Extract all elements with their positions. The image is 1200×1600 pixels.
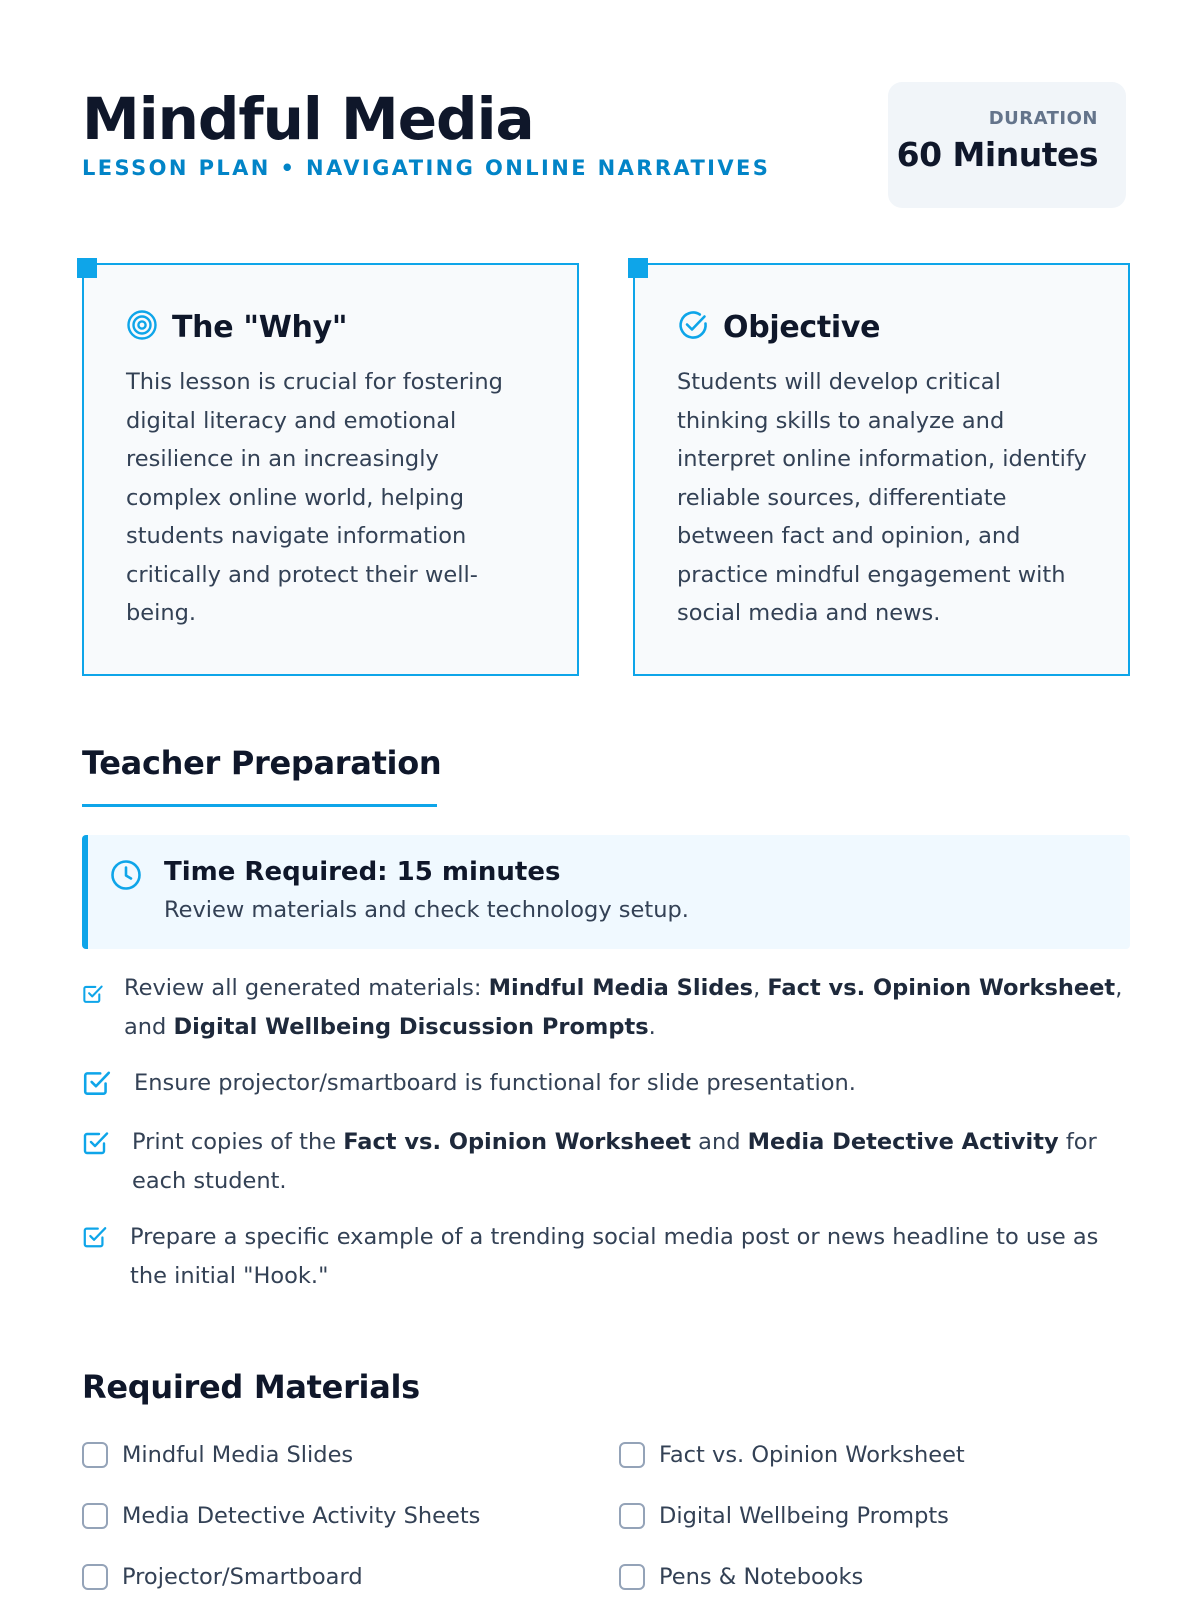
list-item: Print copies of the Fact vs. Opinion Worksheet and Media Detective Activity for each student. (82, 1123, 1132, 1218)
page-subtitle: LESSON PLAN • NAVIGATING ONLINE NARRATIVES (82, 156, 771, 180)
material-checkbox-item[interactable] (82, 1438, 353, 1472)
page-title: Mindful Media (82, 85, 534, 153)
why-card-title: The "Why" (172, 309, 348, 345)
objective-card-title: Objective (723, 309, 881, 345)
material-name: Digital Wellbeing Discussion Prompts (173, 1013, 649, 1040)
material-checkbox-item[interactable] (619, 1560, 863, 1594)
material-name: Fact vs. Opinion Worksheet (767, 975, 1116, 1001)
material-label: Fact vs. Opinion Worksheet (659, 1442, 965, 1468)
materials-row (82, 1560, 1132, 1600)
materials-row (82, 1438, 1132, 1499)
callout-text: Review materials and check technology setup. (164, 897, 689, 923)
material-checkbox-item[interactable] (82, 1560, 363, 1594)
checkbox[interactable] (619, 1503, 645, 1529)
duration-label: DURATION (988, 108, 1098, 129)
checkbox[interactable] (619, 1442, 645, 1468)
material-name: Fact vs. Opinion Worksheet (343, 1129, 692, 1155)
checkbox[interactable] (82, 1503, 108, 1529)
checked-box-icon (82, 1129, 110, 1170)
materials-checklist (82, 1438, 1132, 1600)
checkbox[interactable] (82, 1442, 108, 1468)
material-checkbox-item[interactable] (619, 1438, 965, 1472)
check-circle-icon (677, 309, 709, 345)
objective-card (633, 263, 1130, 676)
checked-box-icon (82, 979, 104, 1018)
material-label: Pens & Notebooks (659, 1564, 864, 1590)
why-card (82, 263, 579, 676)
time-required-callout (82, 835, 1130, 949)
material-label: Projector/Smartboard (122, 1564, 363, 1590)
materials-row (82, 1499, 1132, 1560)
why-card-body: This lesson is crucial for fostering digital literacy and emotional resilience in an increasingly complex online world, helping students navigate information critically and protect their well-being. (126, 369, 503, 626)
material-checkbox-item[interactable] (82, 1499, 480, 1533)
material-name: Mindful Media Slides (488, 975, 754, 1001)
material-label: Media Detective Activity Sheets (122, 1503, 481, 1529)
material-label: Mindful Media Slides (122, 1442, 354, 1468)
section-underline (82, 804, 437, 807)
checkbox[interactable] (619, 1564, 645, 1590)
checkbox[interactable] (82, 1564, 108, 1590)
duration-value: 60 Minutes (896, 135, 1098, 174)
teacher-prep-title: Teacher Preparation (82, 744, 442, 782)
required-materials-title: Required Materials (82, 1368, 420, 1406)
list-item: Prepare a specific example of a trending social media post or news headline to use as the initial "Hook." (82, 1218, 1132, 1298)
material-name: Media Detective Activity (747, 1129, 1059, 1155)
checked-box-icon (82, 1068, 112, 1111)
objective-card-body: Students will develop critical thinking skills to analyze and interpret online information, identify reliable sources, differentiate between fact and opinion, and practice mindful engagement with social media and news. (677, 369, 1087, 626)
card-corner-accent (628, 258, 648, 278)
clock-icon (110, 859, 142, 895)
list-item: Ensure projector/smartboard is functional for slide presentation. (82, 1064, 1132, 1123)
callout-title: Time Required: 15 minutes (164, 857, 561, 887)
duration-badge (888, 82, 1126, 208)
target-icon (126, 309, 158, 345)
card-corner-accent (77, 258, 97, 278)
material-label: Digital Wellbeing Prompts (659, 1503, 949, 1529)
material-checkbox-item[interactable] (619, 1499, 949, 1533)
list-item: Review all generated materials: Mindful Media Slides, Fact vs. Opinion Worksheet, and Digital Wellbeing Discussion Prompts. (82, 969, 1132, 1064)
prep-checklist (82, 969, 1132, 1298)
checked-box-icon (82, 1224, 108, 1263)
page-header (82, 80, 1126, 210)
